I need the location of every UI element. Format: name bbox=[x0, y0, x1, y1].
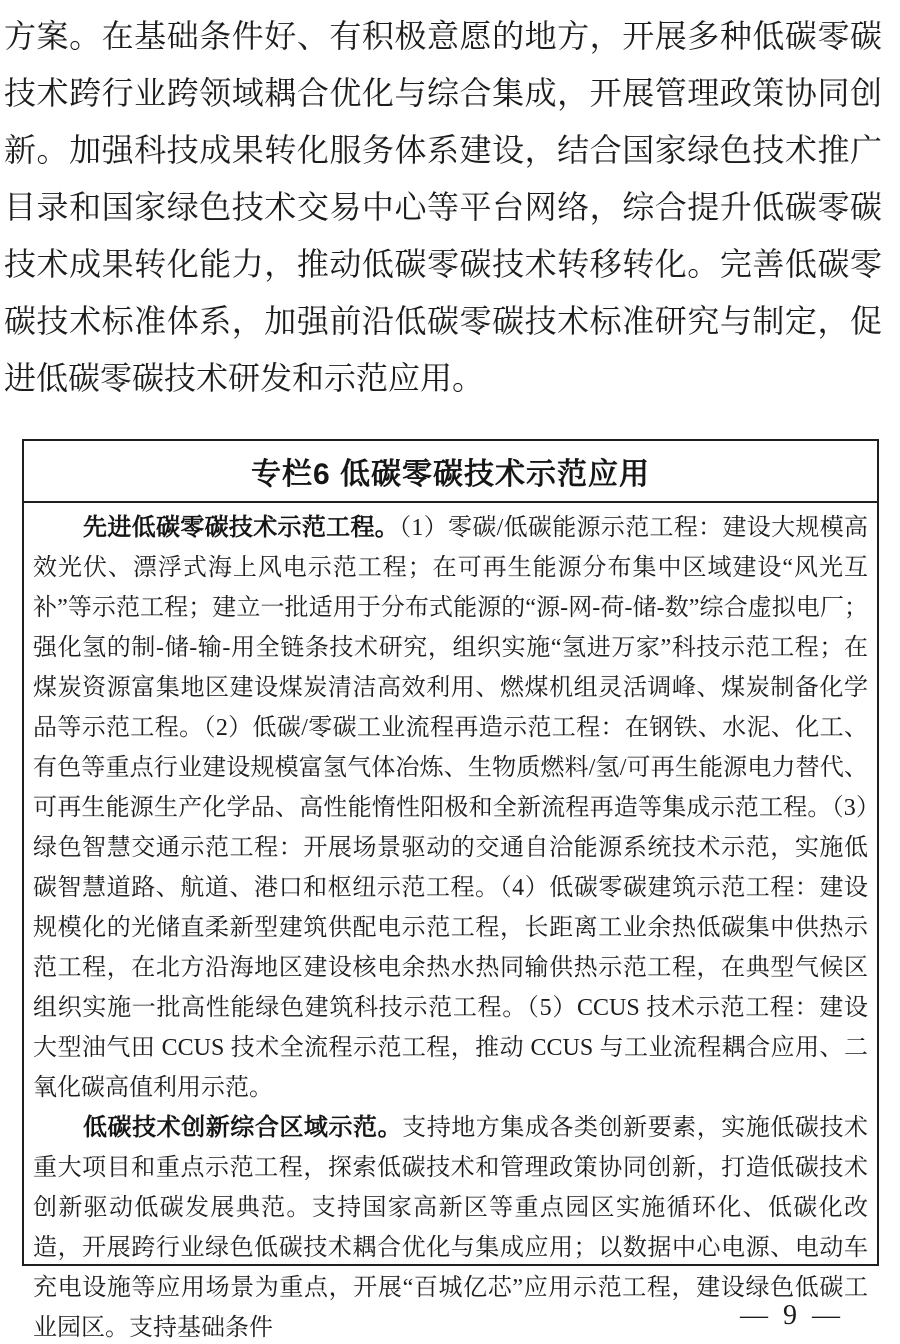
box-paragraph-1-lead: 先进低碳零碳技术示范工程。 bbox=[83, 514, 400, 541]
box-paragraph-2-lead: 低碳技术创新综合区域示范。 bbox=[83, 1114, 403, 1141]
column-box-header bbox=[24, 441, 877, 503]
box-paragraph-2-text: 支持地方集成各类创新要素，实施低碳技术重大项目和重点示范工程，探索低碳技术和管理政策协同创新，打造低碳技术创新驱动低碳发展典范。支持国家高新区等重点园区实施循环化、低碳化改造，开展跨行业绿色低碳技术耦合优化与集成应用；以数据中心电源、电动车充电设施等应用场景为重点，开展“百城亿芯”应用示范工程，建设绿色低碳工业园区。支持基础条件 bbox=[33, 1115, 869, 1341]
box-paragraph-1 bbox=[33, 508, 868, 1108]
body-paragraph: 方案。在基础条件好、有积极意愿的地方，开展多种低碳零碳技术跨行业跨领域耦合优化与综合集成，开展管理政策协同创新。加强科技成果转化服务体系建设，结合国家绿色技术推广目录和国家绿色技术交易中心等平台网络，综合提升低碳零碳技术成果转化能力，推动低碳零碳技术转移转化。完善低碳零碳技术标准体系，加强前沿低碳零碳技术标准研究与制定，促进低碳零碳技术研发和示范应用。 bbox=[4, 18, 882, 396]
page-number: — 9 — bbox=[740, 1300, 844, 1331]
column-box-title: 专栏6 低碳零碳技术示范应用 bbox=[250, 458, 651, 491]
column-box bbox=[22, 439, 879, 1341]
column-box-body bbox=[24, 503, 877, 1344]
box-paragraph-1-text: （1）零碳/低碳能源示范工程：建设大规模高效光伏、漂浮式海上风电示范工程；在可再生能源分布集中区域建设“风光互补”等示范工程；建立一批适用于分布式能源的“源-网-荷-储-数”综合虚拟电厂；强化氢的制-储-输-用全链条技术研究，组织实施“氢进万家”科技示范工程；在煤炭资源富集地区建设煤炭清洁高效利用、燃煤机组灵活调峰、煤炭制备化学品等示范工程。（2）低碳/零碳工业流程再造示范工程：在钢铁、水泥、化工、有色等重点行业建设规模富氢气体冶炼、生物质燃料/氢/可再生能源电力替代、可再生能源生产化学品、高性能惰性阳极和全新流程再造等集成示范工程。（3）绿色智慧交通示范工程：开展场景驱动的交通自洽能源系统技术示范，实施低碳智慧道路、航道、港口和枢纽示范工程。（4）低碳零碳建筑示范工程：建设规模化的光储直柔新型建筑供配电示范工程，长距离工业余热低碳集中供热示范工程，在北方沿海地区建设核电余热水热同输供热示范工程，在典型气候区组织实施一批高性能绿色建筑科技示范工程。（5）CCUS 技术示范工程：建设大型油气田 CCUS 技术全流程示范工程，推动 CCUS 与工业流程耦合应用、二氧化碳高值利用示范。 bbox=[33, 515, 869, 1101]
